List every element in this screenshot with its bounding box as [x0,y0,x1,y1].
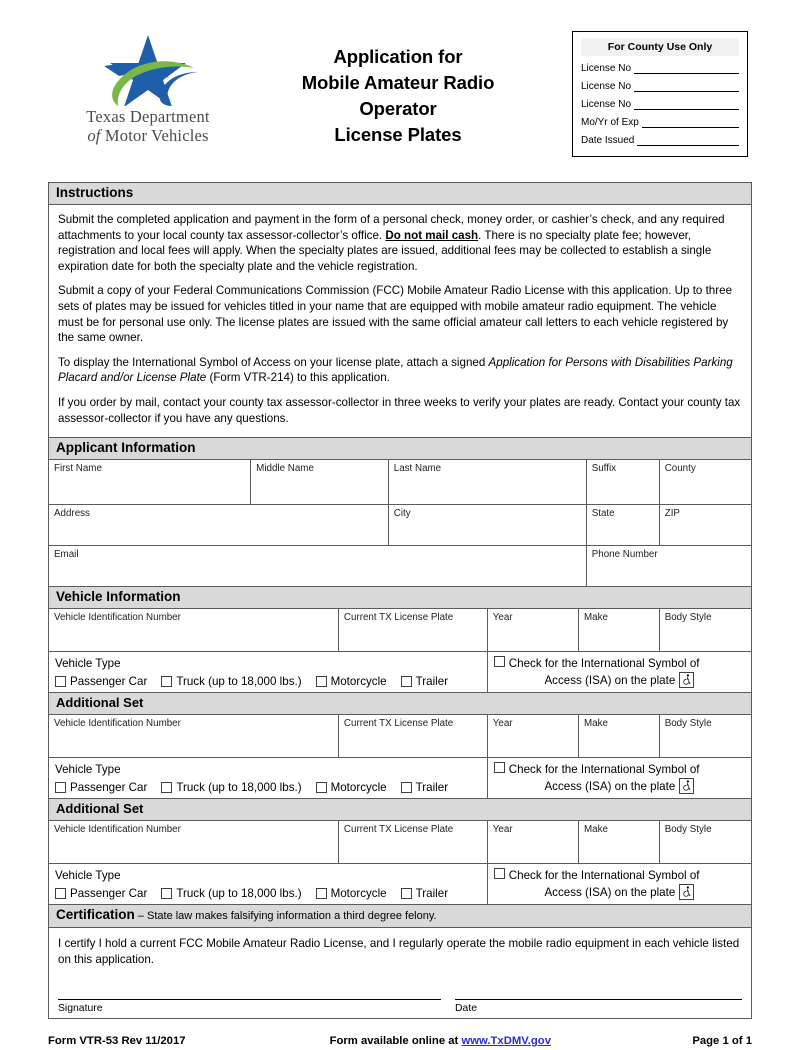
field-label: Vehicle Identification Number [54,824,181,836]
field-label: Last Name [393,463,442,475]
field-label: Phone Number [591,549,658,561]
section-header-certification [49,905,751,928]
page-header [48,26,752,174]
county-field-license-no-1 [581,63,739,74]
checkbox-passenger-car[interactable] [55,781,147,794]
field-label: ZIP [664,508,680,520]
field-label: Year [492,824,513,836]
footer-form-id: Form VTR-53 Rev 11/2017 [48,1035,186,1048]
isa-label-line2: Access (ISA) on the plate [544,673,676,687]
checkbox-box[interactable] [401,888,412,899]
checkbox-box[interactable] [401,676,412,687]
checkbox-label: Motorcycle [330,675,387,689]
checkbox-isa[interactable] [494,868,505,879]
vehicle-type-label: Vehicle Type [55,763,121,777]
county-write-line[interactable] [637,135,739,146]
isa-label-line1: Check for the International Symbol of [508,869,700,883]
signature-row [58,998,742,1014]
isa-checkbox-group[interactable] [488,864,751,904]
field-label: City [393,508,411,520]
checkbox-box[interactable] [161,782,172,793]
checkbox-label: Trailer [415,675,449,689]
wheelchair-icon [679,672,694,688]
checkbox-passenger-car[interactable] [55,887,147,900]
checkbox-passenger-car[interactable] [55,675,147,688]
checkbox-motorcycle[interactable] [316,781,387,794]
vehicle-detail-row [49,821,751,864]
footer-page-number: Page 1 of 1 [692,1035,752,1048]
field-vin[interactable] [49,609,339,651]
field-make[interactable] [579,609,660,651]
county-label: License No [581,99,632,110]
title-line-2: Mobile Amateur Radio [301,72,495,93]
signature-field[interactable] [58,998,441,1014]
field-current-tx-license-plate[interactable] [339,821,488,863]
field-current-tx-license-plate[interactable] [339,715,488,757]
date-field[interactable] [441,998,742,1014]
county-label: License No [581,81,632,92]
checkbox-truck[interactable] [161,675,301,688]
checkbox-motorcycle[interactable] [316,887,387,900]
checkbox-box[interactable] [55,782,66,793]
checkbox-label: Motorcycle [330,887,387,901]
isa-checkbox-group[interactable] [488,652,751,692]
field-label: Year [492,718,513,730]
county-field-date-issued [581,135,739,146]
field-vin[interactable] [49,821,339,863]
footer-availability-text: Form available online at [329,1035,462,1048]
checkbox-label: Trailer [415,887,449,901]
checkbox-truck[interactable] [161,887,301,900]
checkbox-box[interactable] [55,888,66,899]
section-header-applicant-information: Applicant Information [49,438,751,460]
field-body-style[interactable] [660,821,751,863]
checkbox-box[interactable] [55,676,66,687]
checkbox-motorcycle[interactable] [316,675,387,688]
star-swoosh-icon [86,32,211,106]
checkbox-isa[interactable] [494,656,505,667]
county-use-title: For County Use Only [581,38,739,56]
field-label: Suffix [591,463,617,475]
certification-subtitle: – State law makes falsifying information a third degree felony. [134,910,437,923]
field-label: Current TX License Plate [343,824,454,836]
field-label: Address [54,508,90,520]
txdmv-website-link[interactable]: www.TxDMV.gov [461,1035,551,1048]
vehicle-type-label: Vehicle Type [55,657,121,671]
field-first-name[interactable] [49,460,251,504]
field-state[interactable] [587,505,660,545]
field-year[interactable] [488,715,579,757]
field-middle-name[interactable] [251,460,389,504]
county-write-line[interactable] [642,117,739,128]
agency-wordmark-line2: of Motor Vehicles [87,126,209,145]
field-make[interactable] [579,715,660,757]
vehicle-type-label: Vehicle Type [55,869,121,883]
field-label: First Name [54,463,102,475]
field-zip[interactable] [660,505,751,545]
field-label: Body Style [664,824,712,836]
certification-title: Certification [56,907,135,923]
field-label: Vehicle Identification Number [54,612,181,624]
field-label: Current TX License Plate [343,718,454,730]
applicant-contact-row [49,546,751,587]
field-year[interactable] [488,609,579,651]
vehicle-type-row [49,758,751,799]
checkbox-box[interactable] [161,676,172,687]
isa-label-line1: Check for the International Symbol of [508,657,700,671]
date-label: Date [455,1003,477,1015]
field-label: Middle Name [256,463,314,475]
field-address[interactable] [49,505,389,545]
field-current-tx-license-plate[interactable] [339,609,488,651]
date-line[interactable] [455,998,742,1000]
checkbox-label: Motorcycle [330,781,387,795]
field-body-style[interactable] [660,609,751,651]
checkbox-label: Passenger Car [70,675,148,689]
field-vin[interactable] [49,715,339,757]
signature-label: Signature [58,1003,103,1015]
instruction-paragraph-3: To display the International Symbol of Access on your license plate, attach a signed Application for Persons with Disabilities Parking Placard and/or License Plate (Form VTR-214) to this application. [58,355,733,385]
signature-line[interactable] [58,998,441,1000]
field-label: State [591,508,615,520]
checkbox-label: Passenger Car [70,781,148,795]
county-field-license-no-3 [581,99,739,110]
county-label: License No [581,63,632,74]
checkbox-label: Truck (up to 18,000 lbs.) [176,887,302,901]
applicant-name-row [49,460,751,505]
title-line-3: Operator [359,98,437,119]
form-page [0,26,800,1050]
field-county[interactable] [660,460,751,504]
page-title [253,44,543,148]
instruction-paragraph-2: Submit a copy of your Federal Communications Commission (FCC) Mobile Amateur Radio License with this application. Up to three sets of plates may be issued for vehicles titled in your name that are equipped with mobile amateur radio equipment. The vehicle must be for personal use only. The license plates are issued with the same official amateur call letters to each vehicle registered by the same owner. [58,284,733,345]
county-use-box [572,31,748,157]
checkbox-label: Passenger Car [70,887,148,901]
wheelchair-icon [679,778,694,794]
field-label: Make [583,612,608,624]
field-label: Body Style [664,612,712,624]
county-label: Date Issued [581,135,635,146]
checkbox-box[interactable] [316,782,327,793]
field-phone-number[interactable] [587,546,751,586]
checkbox-label: Trailer [415,781,449,795]
certification-body [49,928,751,1018]
vehicle-type-row [49,864,751,905]
footer-availability [330,1035,598,1047]
checkbox-trailer[interactable] [401,887,448,900]
county-write-line[interactable] [634,81,739,92]
field-label: Year [492,612,513,624]
field-label: Make [583,718,608,730]
form-vtr214-title: Application for Persons with Disabilities Parking Placard and/or License Plate [58,355,733,385]
checkbox-isa[interactable] [494,762,505,773]
section-header-instructions: Instructions [49,183,751,205]
section-header-additional-set-2: Additional Set [49,799,751,821]
checkbox-box[interactable] [316,676,327,687]
title-line-4: License Plates [334,124,462,145]
field-label: Make [583,824,608,836]
county-field-mo-yr-exp [581,117,739,128]
instruction-paragraph-1: Submit the completed application and payment in the form of a personal check, money order, or cashier’s check, and any required attachments to your local county tax assessor-collector’s office. Do not mail cash. There is no specialty plate fee; however, registration and local fees will apply. When the specialty plates are issued, additional fees may be collected to establish a single expiration date for both the specialty plate and the vehicle registration. [58,213,725,273]
checkbox-truck[interactable] [161,781,301,794]
checkbox-trailer[interactable] [401,675,448,688]
isa-label-line2: Access (ISA) on the plate [544,885,676,899]
certification-statement: I certify I hold a current FCC Mobile Amateur Radio License, and I regularly operate the mobile radio equipment in each vehicle listed on this application. [58,937,740,966]
section-header-additional-set-1: Additional Set [49,693,751,715]
agency-wordmark-line1: Texas Department [86,107,210,126]
county-write-line[interactable] [634,63,739,74]
county-label: Mo/Yr of Exp [581,117,639,128]
checkbox-box[interactable] [316,888,327,899]
county-field-license-no-2 [581,81,739,92]
field-label: Body Style [664,718,712,730]
county-write-line[interactable] [634,99,739,110]
field-make[interactable] [579,821,660,863]
field-suffix[interactable] [587,460,660,504]
field-city[interactable] [389,505,587,545]
isa-label-line1: Check for the International Symbol of [508,763,700,777]
instructions-text [49,205,751,438]
field-label: Email [54,549,79,561]
checkbox-label: Truck (up to 18,000 lbs.) [176,675,302,689]
field-email[interactable] [49,546,587,586]
title-line-1: Application for [333,46,463,67]
field-body-style[interactable] [660,715,751,757]
field-last-name[interactable] [389,460,587,504]
checkbox-box[interactable] [161,888,172,899]
vehicle-type-row [49,652,751,693]
isa-checkbox-group[interactable] [488,758,751,798]
vehicle-detail-row [49,715,751,758]
do-not-mail-cash-emphasis: Do not mail cash [385,228,479,242]
field-year[interactable] [488,821,579,863]
checkbox-label: Truck (up to 18,000 lbs.) [176,781,302,795]
form-body [48,182,752,1019]
instruction-paragraph-4: If you order by mail, contact your county tax assessor-collector in three weeks to verify your plates are ready. Contact your county tax assessor-collector if you have any questions. [58,395,741,425]
checkbox-box[interactable] [401,782,412,793]
isa-label-line2: Access (ISA) on the plate [544,779,676,793]
page-footer [48,1035,752,1047]
field-label: Current TX License Plate [343,612,454,624]
applicant-address-row [49,505,751,546]
field-label: County [664,463,696,475]
wheelchair-icon [679,884,694,900]
field-label: Vehicle Identification Number [54,718,181,730]
checkbox-trailer[interactable] [401,781,448,794]
tx-dmv-logo [48,32,248,144]
vehicle-detail-row [49,609,751,652]
section-header-vehicle-information: Vehicle Information [49,587,751,609]
